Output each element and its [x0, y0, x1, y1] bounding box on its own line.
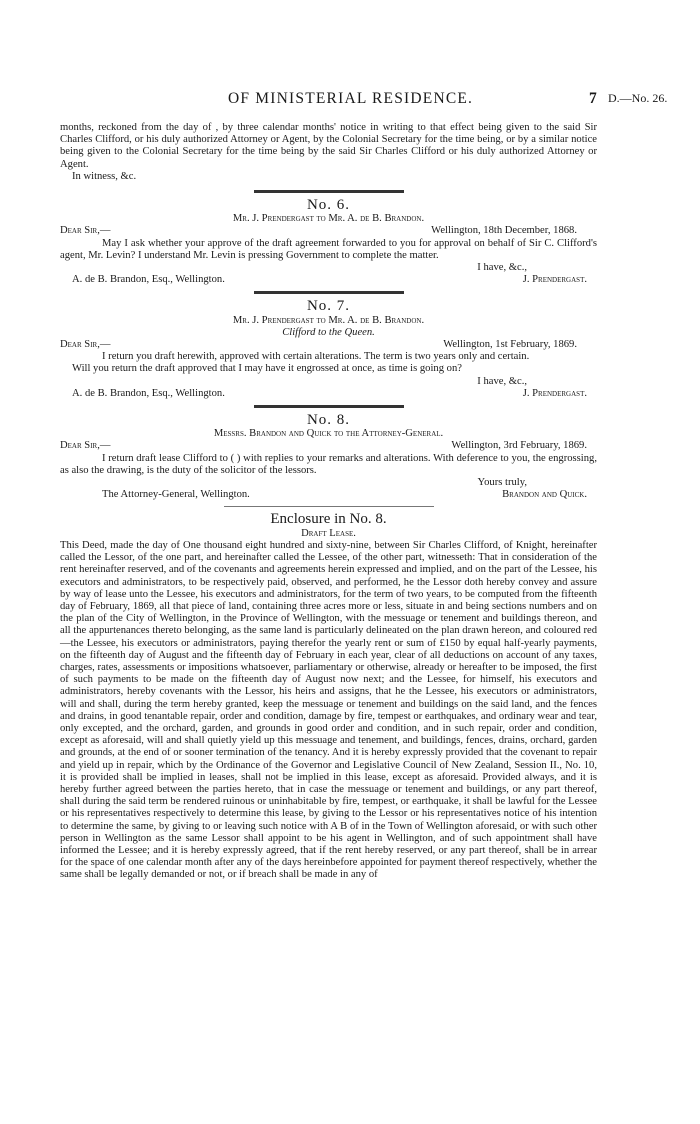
letter-6 — [60, 199, 597, 286]
letter-parties: Messrs. Brandon and Quick to the Attorney-General. — [213, 428, 444, 440]
addressee: The Attorney-General, Wellington. — [102, 489, 250, 501]
divider — [254, 190, 404, 193]
signature: J. Prendergast. — [522, 274, 587, 286]
salutation: Dear Sir,— — [60, 339, 111, 351]
closing: I have, &c., — [477, 375, 527, 387]
letter-body: I return draft lease Clifford to ( ) with replies to your remarks and alterations. With deference to you, the engrossing, as also the drawing, is the duty of the solicitor of the lessors. — [60, 452, 597, 476]
signature: Brandon and Quick. — [502, 489, 587, 501]
enclosure — [60, 513, 597, 881]
salutation-row — [60, 225, 597, 237]
signature: J. Prendergast. — [522, 387, 587, 399]
closing: I have, &c., — [477, 262, 527, 274]
document-ref: D.—No. 26. — [608, 91, 668, 105]
divider — [224, 506, 434, 507]
letter-body-2: Will you return the draft approved that I may have it engrossed at once, as time is going on? — [72, 363, 462, 375]
draft-lease-text: This Deed, made the day of One thousand eight hundred and sixty-nine, between Sir Charles Clifford, of Knight, hereinafter called the Lessor, of the one part, and hereinafter called the Lessee, of the other part, witnesseth: That in consideration of the rent hereinafter reserved, and of the covenants and agreements herein expressed and implied, and on the part of the Lessee, his executors and administrators, to be respectively paid, observed, and performed, he the Lessor doth hereby convey and assure by way of lease unto the Lessee, his executors and administrators, for the term of two years, to be computed from the fifteenth day of February, 1869, all that piece of land, containing three acres more or less, situate in and being sections numbers and on the plan of the City of Wellington, in the Province of Wellington, with the messuage or tenement and buildings thereon, and all the appurtenances thereto belonging, as the same land is particularly delineated on the plan drawn hereon, and coloured red—the Lessee, his executors or administrators, paying therefor the yearly rent or sum of £150 by equal half-yearly payments, on the fifteenth day of August and the fifteenth day of February in each year, clear of all deductions on account of any taxes, charges, rates, assessments or impositions whatsoever, parliamentary or otherwise, already or hereafter to be imposed, the first of such payments to be made on the fifteenth day of August now next; and the Lessee, for himself, his executors and administrators, hereby covenants with the Lessor, his heirs and assigns, that he the Lessee, his executors or administrators, will and shall, during the term hereby granted, keep the messuage or tenement and buildings on the said land, and the fences and drains, in good tenantable repair, order and condition, damage by fire, tempest or earthquakes, and ordinary wear and tear, only excepted, and the orchard, garden, and grounds in good order and condition, and in such repair, order and condition, except as aforesaid, will and shall quietly yield up this messuage and tenement, and buildings, fences, drains, orchard, garden and grounds, at the end of or sooner termination of the tenancy. And it is hereby expressly provided that the covenant to repair and yield up in repair, which by the Ordinance of the Governor and Legislative Council of New Zealand, Session II., No. 10, it is provided shall be implied in leases, shall not be implied in this lease, except as aforesaid. Provided always, and it is hereby further agreed between the parties hereto, that in case the messuage or tenement and buildings, or any part thereof, shall during the said term be rendered ruinous or uninhabitable by fire, tempest, or earthquake, it shall be lawful for the Lessee or his representatives respectively to determine this lease, by giving to the Lessor or his representatives notice of his intention to determine the same, by giving to or leaving such notice with A B of in the Town of Wellington aforesaid, or with such other person in Wellington as the same Lessor shall appoint to be his agent in Wellington, and of such appointment shall have informed the Lessee; and it is hereby expressly agreed, that if the rent hereby reserved, or any part thereof, shall be in arrear for the space of one calendar month after any of the days hereinbefore appointed for payment thereof respectively, whether the same shall be legally demanded or not, or if breach shall be made in any of — [60, 539, 597, 881]
running-title: OF MINISTERIAL RESIDENCE. — [228, 90, 474, 107]
letter-body: I return you draft herewith, approved with certain alterations. The term is two years only and certain. — [102, 351, 530, 363]
letter-8 — [60, 414, 597, 501]
page-header — [60, 90, 668, 112]
letter-number: No. 6. — [306, 197, 351, 214]
salutation: Dear Sir,— — [60, 440, 111, 452]
place-date: Wellington, 3rd February, 1869. — [451, 440, 587, 452]
salutation: Dear Sir,— — [60, 225, 111, 237]
place-date: Wellington, 18th December, 1868. — [431, 225, 577, 237]
page-number: 7 — [589, 90, 597, 107]
salutation-row — [60, 440, 597, 452]
letter-parties: Mr. J. Prendergast to Mr. A. de B. Brandon. — [232, 314, 425, 326]
letter-subtitle: Clifford to the Queen. — [282, 326, 375, 338]
enclosure-subtitle: Draft Lease. — [301, 527, 356, 539]
salutation-row — [60, 339, 597, 351]
letter-body: May I ask whether your approve of the draft agreement forwarded to you for approval on behalf of Sir C. Clifford's agent, Mr. Levin? I understand Mr. Levin is pressing Government to complete the matter. — [60, 237, 597, 261]
addressee: A. de B. Brandon, Esq., Wellington. — [72, 387, 225, 399]
signature-row — [60, 388, 597, 400]
letter-number: No. 8. — [306, 412, 351, 429]
letter-7 — [60, 300, 597, 400]
divider — [254, 405, 404, 408]
letter-number: No. 7. — [306, 298, 351, 315]
letter-parties: Mr. J. Prendergast to Mr. A. de B. Brandon. — [232, 213, 425, 225]
intro-paragraph: months, reckoned from the day of , by three calendar months' notice in writing to that effect being given to the said Sir Charles Clifford, or his duly authorized Attorney or Agent, by the Colonial Secretary for the time being, or by a similar notice being given to the Colonial Secretary for the time being by the said Sir Charles Clifford or his duly authorized Attorney or Agent. — [60, 122, 597, 170]
closing: Yours truly, — [477, 477, 527, 489]
signature-row — [60, 274, 597, 286]
place-date: Wellington, 1st February, 1869. — [443, 339, 577, 351]
divider — [254, 291, 404, 294]
intro-witness: In witness, &c. — [72, 170, 137, 182]
addressee: A. de B. Brandon, Esq., Wellington. — [72, 274, 225, 286]
document-body — [60, 122, 597, 882]
signature-row — [60, 489, 597, 501]
enclosure-title: Enclosure in No. 8. — [270, 511, 387, 528]
